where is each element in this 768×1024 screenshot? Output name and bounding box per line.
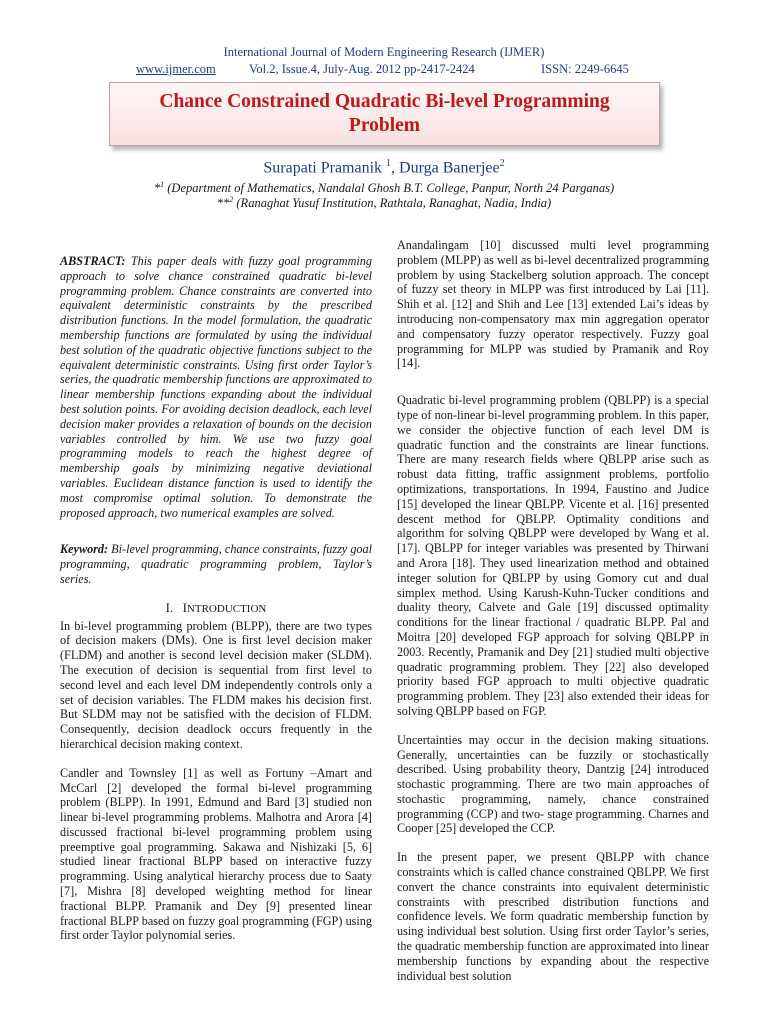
author-separator: ,: [391, 159, 400, 177]
affiliation-2-mark: **: [216, 196, 230, 211]
author-2-superscript: 2: [499, 158, 505, 169]
left-column: [60, 254, 372, 943]
intro-paragraph-3: Anandalingam [10] discussed multi level programming problem (MLPP) as well as bi-level decentralized programming problem by using Stackelberg solution approach. The concept of fuzzy set theory in MLPP was first introduced by Lai [11]. Shih et al. [12] and Shih and Lee [13] extended Lai’s ideas by introducing non-compensatory max min aggregation operator and compensatory fuzzy operator respectively. Fuzzy goal programming for MLPP was studied by Pramanik and Roy [14].: [397, 238, 709, 371]
keywords-text: Bi-level programming, chance constraints, fuzzy goal programming, quadratic programming problem, Taylor’s series.: [60, 542, 372, 586]
abstract: [60, 254, 372, 520]
right-column: [397, 238, 709, 983]
abstract-text: This paper deals with fuzzy goal programming approach to solve chance constrained quadratic bi-level programming problem. Chance constraints are converted into equivalent deterministic constraints by the prescribed distribution functions. In the model formulation, the quadratic membership functions are formulated by using the individual best solution of the quadratic objective functions subject to the equivalent deterministic constraints. Using first order Taylor’s series, the quadratic membership functions are approximated to linear membership functions expanding about the individual best solution points. For avoiding decision deadlock, each level decision maker provides a relaxation of bounds on the decision variables controlled by him. We use two fuzzy goal programming models to reach the highest degree of membership goals by minimizing negative deviational variables. Euclidean distance function is used to identify the most compromise optimal solution. To demonstrate the proposed approach, two numerical examples are solved.: [60, 254, 372, 520]
paper-title-line-1: Chance Constrained Quadratic Bi-level Programming: [159, 91, 610, 112]
affiliation-2-sup: 2: [229, 195, 234, 204]
affiliation-1-mark: *: [153, 181, 161, 196]
section-heading-introduction: [60, 601, 372, 617]
affiliation-1: [0, 180, 768, 196]
section-title-rest: NTRODUCTION: [186, 602, 267, 615]
affiliation-2: [0, 195, 768, 211]
affiliation-2-text: (Ranaghat Yusuf Institution, Rathtala, Ranaghat, Nadia, India): [233, 196, 552, 211]
intro-paragraph-5: Uncertainties may occur in the decision making situations. Generally, uncertainties can be fuzzily or stochastically described. Using probability theory, Dantzig [24] introduced stochastic programming. There are two main approaches of stochastic programming, namely, chance constrained programming (CCP) and two- stage programming. Charnes and Cooper [25] developed the CCP.: [397, 732, 709, 836]
section-title-initial: I: [182, 599, 187, 615]
author-1-superscript: 1: [386, 158, 392, 169]
journal-url-link[interactable]: www.ijmer.com: [136, 62, 216, 76]
keywords: [60, 542, 372, 586]
affiliation-1-text: (Department of Mathematics, Nandalal Ghosh B.T. College, Panpur, North 24 Parganas): [164, 181, 615, 196]
abstract-label: ABSTRACT:: [60, 254, 126, 268]
journal-name: International Journal of Modern Engineering Research (IJMER): [223, 45, 545, 59]
intro-paragraph-4: Quadratic bi-level programming problem (QBLPP) is a special type of non-linear bi-level programming problem. In this paper, we consider the objective function of each level DM is quadratic function and the constraints are linear functions. There are many research fields where QBLPP arise such as robust data fitting, traffic assignment problems, portfolio optimizations, transportations. In 1994, Faustino and Judice [15] developed the linear QBLPP. Vicente et al. [16] presented descent method for QBLPP. Optimality conditions and algorithm for solving QBLPP were developed by Wang et al. [17]. QBLPP for integer variables was presented by Thirwani and Arora [18]. They used linearization method and obtained integer solution for QBLPP by using Gomory cut and dual simplex method. Using Karush-Kuhn-Tucker conditions and duality theory, Calvete and Gale [19] discussed optimality conditions for the linear fractional / quadratic BLPP. Pal and Moitra [20] developed FGP approach for solving QBLPP in 2003. Recently, Pramanik and Dey [21] studied multi objective quadratic programming problem. They [22] also developed priority based FGP approach to multi objective quadratic programming problem. They [23] also extended their ideas for solving QBLPP based on FGP.: [397, 393, 709, 718]
issn: ISSN: 2249-6645: [541, 62, 629, 76]
intro-paragraph-6: In the present paper, we present QBLPP with chance constraints which is called chance constrained QBLPP. We first convert the chance constraints into equivalent deterministic constraints with prescribed distribution functions and confidence levels. We form quadratic membership function by using individual best solution. Using first order Taylor’s series, the quadratic membership function are approximated into linear membership functions by expanding about the respective individual best solution: [397, 850, 709, 983]
author-1: Surapati Pramanik: [263, 159, 383, 177]
affiliation-1-sup: 1: [160, 180, 165, 189]
keywords-label: Keyword:: [60, 542, 109, 557]
authors: [0, 158, 768, 177]
intro-paragraph-2: Candler and Townsley [1] as well as Fortuny –Amart and McCarl [2] developed the formal bi-level programming problem (BLPP). In 1991, Edmund and Bard [3] studied non linear bi-level programming problems. Malhotra and Arora [4] discussed fractional bi-level programming problem using preemptive goal programming. Sakawa and Nishizaki [5, 6] studied linear fractional BLPP based on interactive fuzzy programming. Using analytical hierarchy process due to Saaty [7], Mishra [8] developed weighting method for linear fractional BLPP. Pramanik and Dey [9] presented linear fractional BLPP based on fuzzy goal programming (FGP) using first order Taylor polynomial series.: [60, 765, 372, 943]
title-box: [109, 82, 660, 146]
intro-paragraph-1: In bi-level programming problem (BLPP), there are two types of decision makers (DMs). One is first level decision maker (FLDM) and another is second level decision maker (SLDM). The execution of decision is sequential from first level to second level and each level DM independently controls only a set of decision variables. The FLDM makes his decision first. But SLDM may not be satisfied with the decision of FLDM. Consequently, decision deadlock occurs frequently in the hierarchical decision making context.: [60, 618, 372, 751]
author-2: Durga Banerjee: [399, 159, 500, 177]
section-number: I.: [165, 599, 174, 615]
paper-title-line-2: Problem: [348, 115, 421, 136]
volume-info: Vol.2, Issue.4, July-Aug. 2012 pp-2417-2424: [249, 62, 475, 76]
